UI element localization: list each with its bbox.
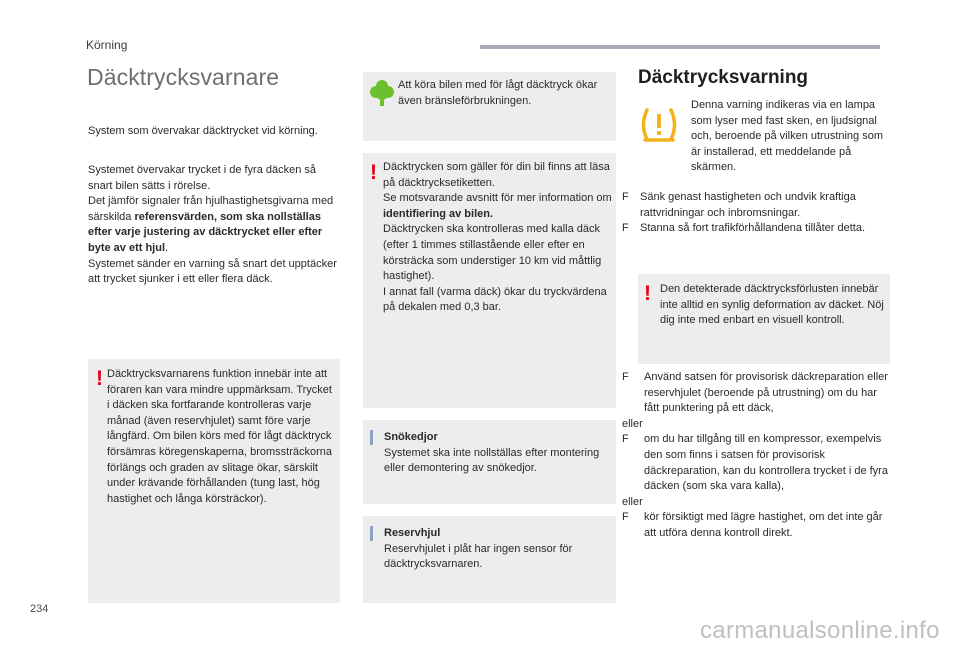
description-text: Det jämför signaler från hjulhastighetsgivarna med särskilda	[88, 195, 334, 223]
spare-wheel-text: Reservhjulet i plåt har ingen sensor för däcktrycksvarnaren.	[384, 542, 573, 571]
or-text: eller	[622, 495, 643, 508]
eco-box	[363, 72, 616, 141]
warning-exclamation-icon: !	[644, 282, 651, 305]
action-list-2	[622, 370, 894, 542]
or-text: eller	[622, 417, 643, 430]
spare-wheel-title-text: Reservhjul	[384, 527, 441, 539]
bullet-text: Stanna så fort trafikförhållandena tillåter detta.	[640, 222, 866, 235]
description-bold: referensvärden, som ska nollställas efter varje justering av däcktrycket eller efter byte av ett hjul	[88, 210, 323, 254]
tyre-pressure-line-1: Däcktrycken som gäller för din bil finns att läsa på däcktrycksetiketten.	[383, 161, 610, 189]
bullet-glyph: F	[622, 222, 629, 235]
tyre-pressure-warning-lamp-icon	[638, 105, 680, 145]
tyre-pressure-line-4: I annat fall (varma däck) ökar du tryckvärdena på dekalen med 0,3 bar.	[383, 285, 607, 314]
warning-box-tyre-pressure	[363, 153, 616, 408]
tyre-pressure-line-3: Däcktrycken ska kontrolleras med kalla däck (efter 1 timmes stillastående eller efter en körsträcka som understiger 10 km vid måttlig hastighet).	[383, 223, 602, 283]
snow-chains-title	[384, 430, 612, 446]
tyre-pressure-bold: identifiering av bilen.	[383, 207, 494, 220]
tyre-pressure-text-span: Se motsvarande avsnitt för mer information om	[383, 192, 612, 205]
section-label: Körning	[86, 38, 128, 52]
spare-wheel-title	[384, 526, 612, 542]
system-description	[88, 163, 343, 288]
bullet-glyph: F	[622, 371, 629, 383]
description-line-1: Systemet övervakar trycket i de fyra däcken så snart bilen sätts i rörelse.	[88, 164, 317, 192]
warning-box-attention	[88, 359, 340, 603]
list-item	[622, 370, 894, 417]
snow-chains-content	[384, 430, 612, 477]
list-item	[622, 510, 894, 541]
list-item	[622, 190, 890, 221]
description-line-3: Systemet sänder en varning så snart det upptäcker att trycket sjunker i ett eller flera däck.	[88, 257, 337, 286]
bullet-glyph: F	[622, 433, 629, 446]
warning-box-text: Däcktrycksvarnarens funktion innebär inte att föraren kan vara mindre uppmärksam. Trycket i däcken ska fortfarande kontrolleras varje månad (även reservhjulet) samt före varje långfärd. Om bilen körs med för lågt däcktryck försämras köregenskaperna, bromssträckorna förlängs och graden av slitage ökar, särskilt under krävande förhållanden (tung last, hög hastighet och långa körsträckor).	[107, 368, 332, 505]
watermark: carmanualsonline.info	[700, 617, 940, 644]
snow-chains-text: Systemet ska inte nollställas efter montering eller demontering av snökedjor.	[384, 446, 600, 475]
bullet-glyph: F	[622, 511, 629, 524]
spare-wheel-content	[384, 526, 612, 573]
warning-box-text: Den detekterade däcktrycksförlusten innebär inte alltid en synlig deformation av däcket. Nöj dig inte med enbart en visuell kontroll.	[660, 283, 884, 327]
tyre-pressure-line-2	[383, 191, 613, 222]
bullet-glyph: F	[622, 191, 629, 203]
tyre-pressure-text	[383, 160, 613, 316]
warning-exclamation-icon: !	[370, 161, 377, 184]
snow-chains-title-text: Snökedjor	[384, 431, 438, 443]
bullet-text: kör försiktigt med lägre hastighet, om det inte går att utföra denna kontroll direkt.	[644, 511, 883, 539]
info-box-snow-chains	[363, 420, 616, 504]
eco-tree-icon	[369, 79, 395, 107]
warning-box-visual-check	[638, 274, 890, 364]
info-icon	[370, 526, 373, 541]
description-line-2	[88, 194, 343, 256]
list-item	[622, 221, 890, 237]
info-box-spare-wheel	[363, 516, 616, 603]
page-title: Däcktrycksvarnare	[87, 64, 280, 90]
description-period: .	[165, 241, 169, 254]
warning-exclamation-icon: !	[96, 367, 103, 390]
list-item	[622, 432, 894, 494]
warning-lamp-text: Denna varning indikeras via en lampa som lyser med fast sken, en ljudsignal och, beroende på vilken utrustning som är installerad, ett meddelande på skärmen.	[691, 99, 884, 174]
page-number: 234	[30, 603, 49, 615]
bullet-text: Använd satsen för provisorisk däckreparation eller reservhjulet (beroende på utrustning) om du har fått punktering på ett däck,	[644, 371, 888, 415]
intro-text: System som övervakar däcktrycket vid körning.	[88, 125, 318, 137]
header-bar	[480, 45, 880, 49]
eco-box-text: Att köra bilen med för lågt däcktryck ökar även bränsleförbrukningen.	[398, 79, 598, 107]
action-list-1	[622, 190, 890, 237]
bullet-text: Sänk genast hastigheten och undvik kraftiga rattvridningar och inbromsningar.	[640, 191, 856, 219]
section-title: Däcktrycksvarning	[638, 67, 809, 88]
bullet-text: om du har tillgång till en kompressor, exempelvis den som finns i satsen för provisorisk däckreparation, kan du kontrollera trycket i de fyra däcken (som ska vara kalla),	[644, 433, 888, 493]
info-icon	[370, 430, 373, 445]
